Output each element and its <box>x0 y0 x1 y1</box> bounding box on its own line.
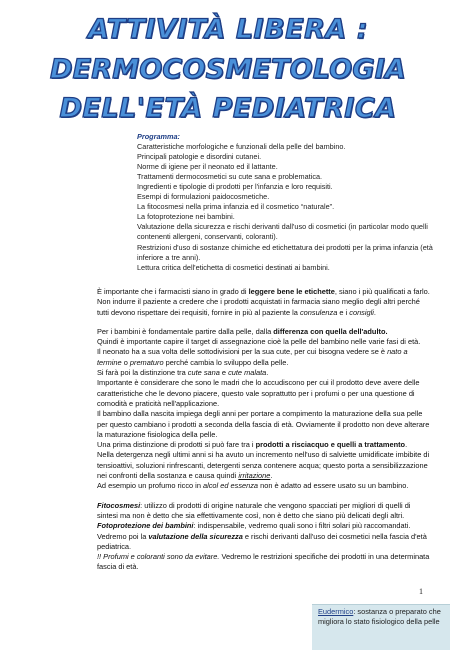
program-item: Principali patologie e disordini cutanei. <box>137 152 262 162</box>
paragraph-phytocosmetics <box>97 501 433 573</box>
program-item: La fotoprotezione nei bambini. <box>137 212 235 222</box>
program-item: Caratteristiche morfologiche e funzionali della pelle del bambino. <box>137 142 346 152</box>
text-run-italic: prematuro <box>129 357 164 367</box>
text-run-bold-italic: valutazione della sicurezza <box>148 531 243 541</box>
text-run-italic: cute malata <box>228 368 267 378</box>
text-run: e rischi derivanti dall'uso dei cosmetici nella fascia d'età pediatrica. <box>97 531 427 551</box>
text-run-italic: alcol ed essenza <box>202 481 259 491</box>
text-run-italic: !! Profumi e coloranti sono da evitare. <box>97 552 220 562</box>
program-section <box>137 132 437 273</box>
text-run: non è adatto ad essere usato su un bambino. <box>258 481 409 491</box>
program-item: Norme di igiene per il neonato ed il lattante. <box>137 162 278 172</box>
text-run-italic: nato a termine <box>97 347 408 367</box>
program-item: Ingredienti e tipologie di prodotti per l'infanzia e loro requisiti. <box>137 182 333 192</box>
text-run: Vedremo poi la <box>97 531 149 541</box>
text-run: Vedremo le restrizioni specifiche dei prodotti in una determinata fascia di età. <box>97 552 430 572</box>
sidenote-box <box>312 604 450 650</box>
sidenote-text: : sostanza o preparato che migliora lo stato fisiologico della pelle <box>318 607 441 627</box>
text-run: Quindi è importante capire il target di assegnazione cioè la pelle del bambino nelle varie fasi di età. <box>97 337 421 347</box>
text-run: . <box>405 440 408 450</box>
text-run: Il bambino dalla nascita impiega degli anni per portare a compimento la maturazione della sua pelle per questo cambiano i prodotti a seconda della fascia di età. Ovviamente il prodotto non deve alterare la maturazione fisiologica della pelle. <box>97 409 430 439</box>
program-heading: Programma: <box>137 132 180 141</box>
program-item: Valutazione della sicurezza e rischi derivanti dall'uso di cosmetici (in particolar modo quelli contenenti allergeni, conservanti, coloranti). <box>137 222 428 242</box>
text-run: Ad esempio un profumo ricco in <box>97 481 203 491</box>
text-run-italic: irritazione <box>238 471 271 481</box>
text-run: . <box>270 471 273 481</box>
program-item: La fitocosmesi nella prima infanzia ed il cosmetico “naturale”. <box>137 202 335 212</box>
text-run: perché cambia lo sviluppo della pelle. <box>163 357 289 367</box>
title-line-1: ATTIVITÀ LIBERA : <box>87 14 369 45</box>
text-run: È importante che i farmacisti siano in grado di <box>97 287 249 296</box>
text-run: e <box>219 368 229 378</box>
sidenote-term: Eudermico <box>318 607 354 616</box>
text-run: Per i bambini è fondamentale partire dalla pelle, dalla <box>97 326 274 336</box>
text-run: Il neonato ha a sua volta delle sottodivisioni per la sua cute, per cui bisogna vedere se è <box>97 347 388 357</box>
text-run-bold: leggere bene le etichette <box>248 287 335 296</box>
text-run-italic: consulenza <box>299 307 338 317</box>
text-run: : indispensabile, vedremo quali sono i filtri solari più raccomandati. <box>193 521 411 531</box>
title-line-3: DELL'ETÀ PEDIATRICA <box>59 93 397 124</box>
text-run: : utilizzo di prodotti di origine naturale che vengono spacciati per migliori di quelli di sintesi ma non è detto che sia effettivamente così, non è detto che siano più delicati degli altri. <box>97 500 411 520</box>
text-run-bold: prodotti a risciacquo e quelli a trattamento <box>255 440 406 450</box>
page-number: 1 <box>419 587 423 596</box>
text-run: , siano i più qualificati a farlo. Non indurre il paziente a credere che i prodotti acquistati in farmacia siano meglio degli altri perché tutti devono rispettare dei requisiti, fornire in più al paziente la <box>97 287 430 317</box>
text-run: Si farà poi la distinzione tra <box>97 368 188 378</box>
text-run: o <box>121 357 130 367</box>
program-item: Esempi di formulazioni paidocosmetiche. <box>137 192 270 202</box>
title-line-2: DERMOCOSMETOLOGIA <box>49 54 407 85</box>
text-run: . <box>373 307 376 317</box>
text-run-italic: cute sana <box>187 368 220 378</box>
program-item: Trattamenti dermocosmetici su cute sana e problematica. <box>137 172 323 182</box>
text-run-bold-italic: Fotoprotezione dei bambini <box>97 521 194 531</box>
paragraph-pharmacists <box>97 287 433 318</box>
text-run: Nella detergenza negli ultimi anni si ha avuto un incremento nell'uso di salviette umidificate imbibite di tensioattivi, soluzioni rinfrescanti, detergenti senza contenere acqua; questo porta a sensibilizzazione nei confronti della sostanza e causa quindi <box>97 450 430 481</box>
text-run-bold-italic: Fitocosmesi <box>97 500 141 510</box>
program-item: Lettura critica dell'etichetta di cosmetici destinati ai bambini. <box>137 262 330 272</box>
text-run-bold: differenza con quella dell'adulto. <box>273 326 388 336</box>
document-body <box>97 287 433 582</box>
text-run: . <box>266 368 269 378</box>
text-run: e i <box>337 307 350 317</box>
text-run-italic: consigli <box>349 307 374 317</box>
text-run: Importante è considerare che sono le madri che lo accudiscono per cui il prodotto deve avere delle caratteristiche che le devono piacere, questo vale soprattutto per i profumi o per una questione di comodità e praticità nell'applicazione. <box>97 378 420 408</box>
program-item: Restrizioni d'uso di sostanze chimiche ed etichettatura dei prodotti per la prima infanzia (età inferiore a tre anni). <box>137 242 433 262</box>
text-run: Una prima distinzione di prodotti si può fare tra i <box>97 440 256 450</box>
paragraph-child-skin <box>97 327 433 492</box>
